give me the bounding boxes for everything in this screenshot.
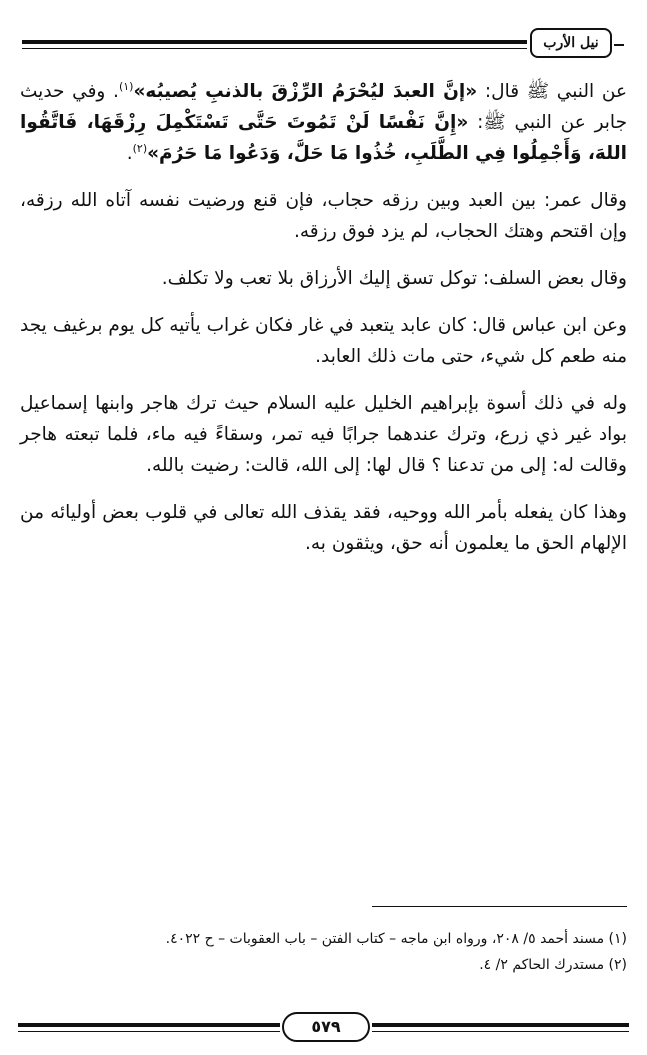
- footnote-2: (٢) مستدرك الحاكم ٢/ ٤.: [479, 957, 627, 973]
- page-number: ٥٧٩: [282, 1012, 370, 1042]
- hadith-quote-1: «إنَّ العبدَ ليُحْرَمُ الرِّزْقَ بالذنبِ يُصيبُه»: [133, 81, 478, 102]
- paragraph-1-end: .: [126, 143, 133, 164]
- footnote-ref-1[interactable]: (١): [118, 79, 134, 93]
- paragraph-1-intro: عن النبي ﷺ قال:: [477, 81, 627, 102]
- paragraph-5: وله في ذلك أسوة بإبراهيم الخليل عليه السلام حيث ترك هاجر وابنها إسماعيل بواد غير ذي زرع، وترك عندهما جرابًا فيه تمر، وسقاءً فيه ماء، فلما تبعته هاجر وقالت له: إلى من تدعنا ؟ قال لها: إلى الله، قالت: رضيت بالله.: [20, 393, 627, 476]
- footnote-1: (١) مسند أحمد ٥/ ٢٠٨، ورواه ابن ماجه – كتاب الفتن – باب العقوبات – ح ٤٠٢٢.: [165, 931, 627, 947]
- footer-rule-left-thick: [18, 1023, 280, 1027]
- hadith-quote-2: «إِنَّ نَفْسًا لَنْ تَمُوتَ حَتَّى تَسْتَكْمِلَ رِزْقَهَا، فَاتَّقُوا اللهَ، وَأَجْمِلُوا فِي الطَّلَبِ، خُذُوا مَا حَلَّ، وَدَعُوا مَا حَرُمَ»: [20, 112, 627, 164]
- footnote-ref-2[interactable]: (٢): [132, 141, 148, 155]
- header-rule-thick: [22, 40, 527, 44]
- paragraph-6: وهذا كان يفعله بأمر الله ووحيه، فقد يقذف الله تعالى في قلوب بعض أوليائه من الإلهام الحق ما يعلمون أنه حق، ويثقون به.: [20, 502, 627, 554]
- footer-rule-left-thin: [18, 1031, 280, 1032]
- header-rule-thin: [22, 48, 527, 49]
- paragraph-1: [20, 76, 627, 169]
- main-text: [20, 76, 627, 575]
- footer-rule-right-thick: [372, 1023, 629, 1027]
- paragraph-4: وعن ابن عباس قال: كان عابد يتعبد في غار فكان غراب يأتيه كل يوم برغيف يجد منه طعم كل شيء، حتى مات ذلك العابد.: [20, 315, 627, 367]
- header-rule-tick: [614, 44, 624, 46]
- paragraph-2: وقال عمر: بين العبد وبين رزقه حجاب، فإن قنع ورضيت نفسه آتاه الله رزقه، وإن اقتحم وهتك الحجاب، لم يزد فوق رزقه.: [20, 190, 627, 242]
- running-title: نيل الأرب: [530, 28, 612, 58]
- paragraph-1-middle: . وفي حديث جابر عن النبي ﷺ:: [20, 81, 628, 133]
- footnotes: [20, 926, 627, 978]
- paragraph-3: وقال بعض السلف: توكل تسق إليك الأرزاق بلا تعب ولا تكلف.: [161, 268, 627, 289]
- footnote-separator: [372, 906, 627, 907]
- footer-rule-right-thin: [372, 1031, 629, 1032]
